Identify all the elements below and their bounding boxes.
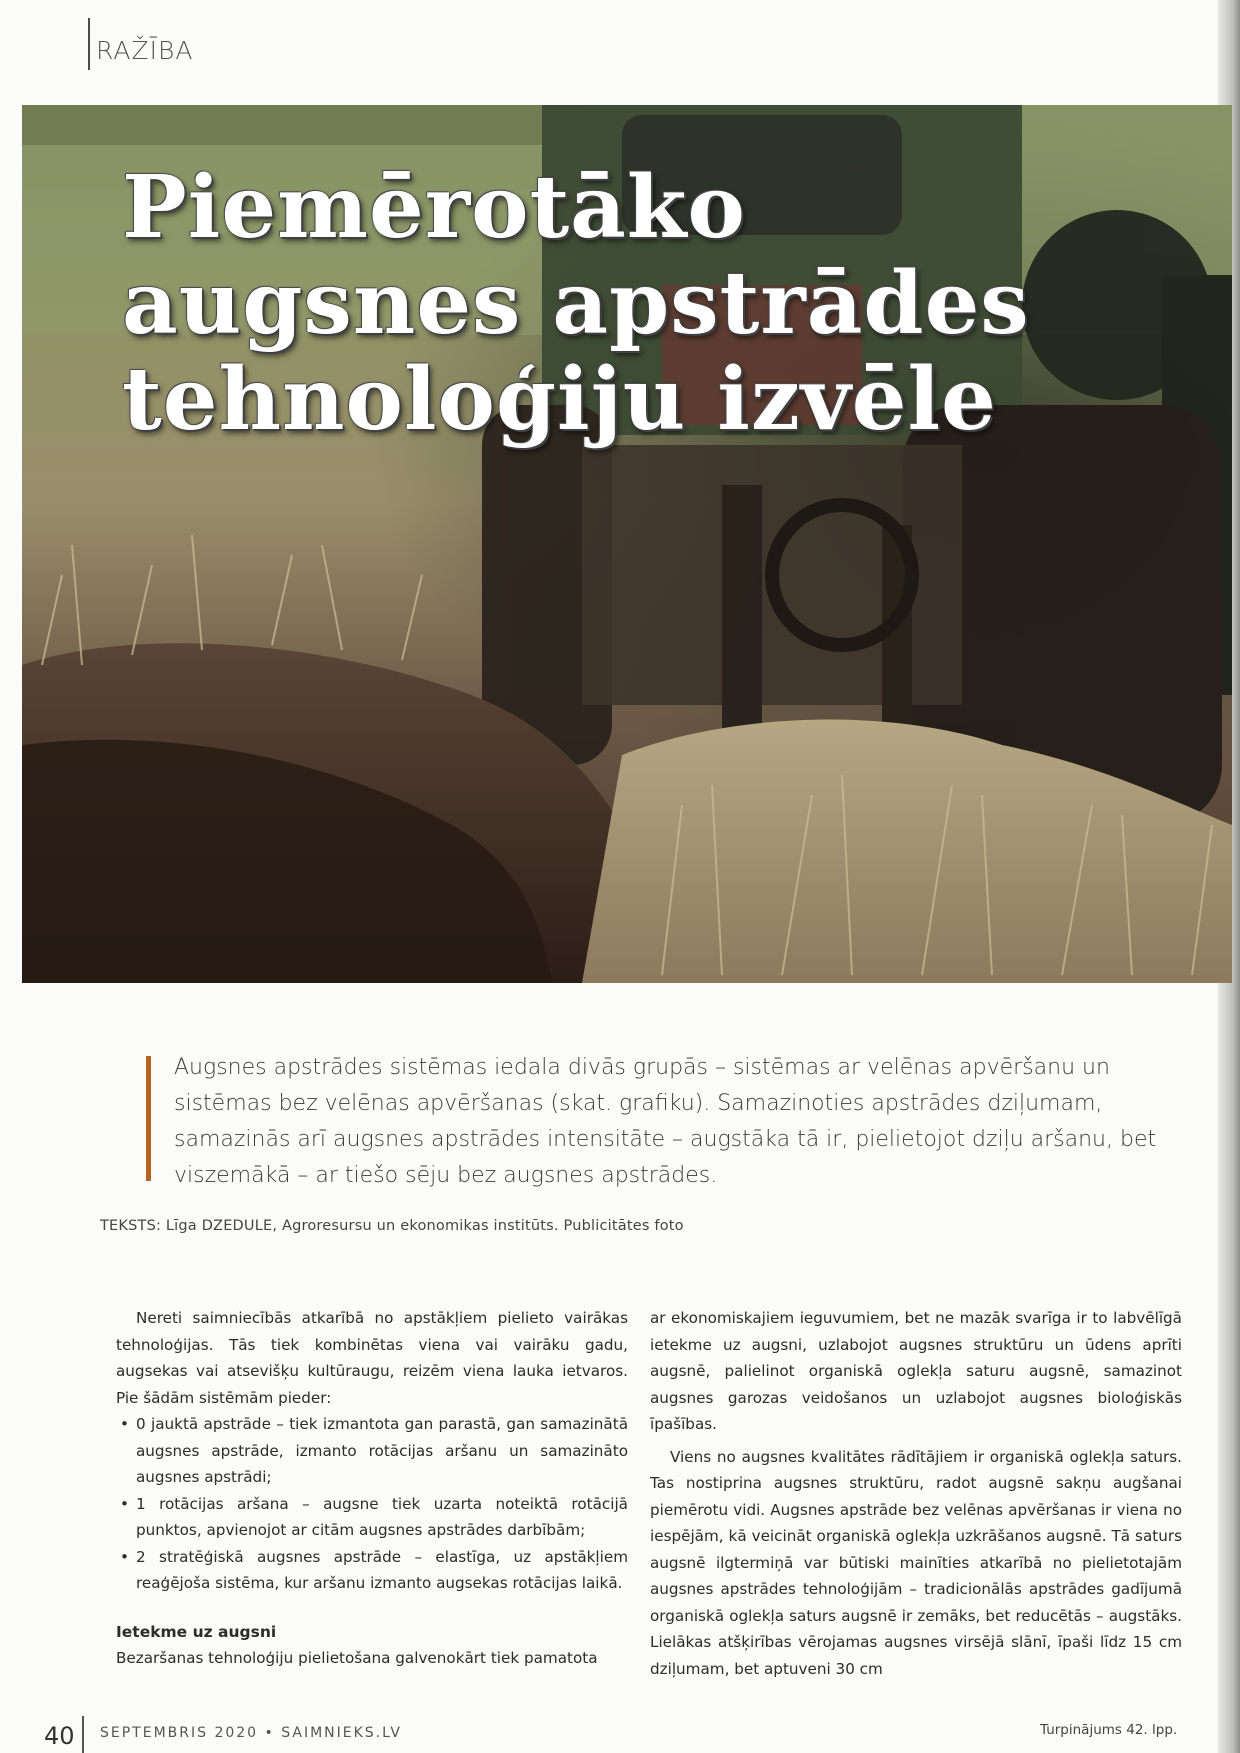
lead-accent-bar	[146, 1056, 151, 1181]
list-item-text: 2 stratēģiskā augsnes apstrāde – elastīga, uz apstākļiem reaģējoša sistēma, kur aršanu izmanto augsekas rotācijas laikā.	[136, 1547, 628, 1592]
subheading-paragraph: Bezaršanas tehnoloģiju pielietošana galvenokārt tiek pamatota	[116, 1649, 598, 1667]
list-item-text: 1 rotācijas aršana – augsne tiek uzarta noteiktā rotācijā punktos, apvienojot ar citām augsnes apstrādes darbībām;	[136, 1494, 628, 1539]
page-number: 40	[44, 1722, 75, 1750]
right-column	[650, 1305, 1182, 1682]
bullet: •	[120, 1415, 129, 1433]
list-item-text: 0 jauktā apstrāde – tiek izmantota gan parastā, gan samazinātā augsnes apstrāde, izmanto rotācijas aršanu un samazināto augsnes apstrādi;	[136, 1415, 628, 1486]
technology-list	[116, 1411, 628, 1597]
list-item	[120, 1544, 628, 1597]
hero-photo	[22, 105, 1232, 983]
list-item	[120, 1411, 628, 1491]
continuation-paragraph: ar ekonomiskajiem ieguvumiem, bet ne mazāk svarīga ir to labvēlīgā ietekme uz augsni, uzlabojot augsnes struktūru un ūdens aprīti augsnē, palielinot organiskā oglekļa saturu augsnē, samazinot augsnes garozas veidošanos un uzlabojot augsnes bioloģiskās īpašības.	[650, 1309, 1182, 1433]
carbon-paragraph: Viens no augsnes kvalitātes rādītājiem ir organiskā oglekļa saturs. Tas nostiprina augsnes struktūru, radot augsnē sakņu augšanai piemērotu vidi. Augsnes apstrāde bez velēnas apvēršanas ir viena no iespējām, kā veicināt organiskā oglekļa uzkrāšanos augsnē. Tā saturs augsnē ilgtermiņā var būtiski mainīties atkarībā no pielietotajām augsnes apstrādes tehnoloģijām – tradicionālās apstrādes gadījumā organiskā oglekļa saturs augsnē ir zemāks, bet reducētās – augstāks. Lielākas atšķirības vērojamas augsnes virsējā slānī, īpaši līdz 15 cm dziļumam, bet aptuveni 30 cm	[650, 1447, 1182, 1678]
folio-rule	[82, 1716, 84, 1753]
article-lead: Augsnes apstrādes sistēmas iedala divās grupās – sistēmas ar velēnas apvēršanu un sistēmas bez velēnas apvēršanas (skat. grafiku). Samazinoties apstrādes dziļumam, samazinās arī augsnes apstrādes intensitāte – augstāka tā ir, pielietojot dziļu aršanu, bet viszemākā – ar tiešo sēju bez augsnes apstrādes.	[174, 1055, 1157, 1188]
section-label: RAŽĪBA	[96, 36, 194, 65]
section-rule	[88, 18, 90, 70]
bullet: •	[120, 1547, 129, 1566]
list-item	[120, 1491, 628, 1544]
bullet: •	[120, 1494, 129, 1513]
left-column	[116, 1305, 628, 1672]
intro-paragraph: Nereti saimniecībās atkarībā no apstākļiem pielieto vairākas tehnoloģijas. Tās tiek kombinētas viena vai vairāku gadu, augsekas vai atsevišķu kultūraugu, reizēm viena lauka ietvaros. Pie šādām sistēmām pieder:	[116, 1309, 628, 1407]
article-credits: TEKSTS: Līga DZEDULE, Agroresursu un ekonomikas institūts. Publicitātes foto	[100, 1218, 684, 1234]
issue-line: SEPTEMBRIS 2020 • SAIMNIEKS.LV	[100, 1725, 402, 1741]
article-title: Piemērotāko augsnes apstrādes tehnoloģiju izvēle	[122, 157, 1030, 450]
continued-note: Turpinājums 42. lpp.	[1040, 1722, 1178, 1738]
subheading: Ietekme uz augsni	[116, 1622, 277, 1641]
